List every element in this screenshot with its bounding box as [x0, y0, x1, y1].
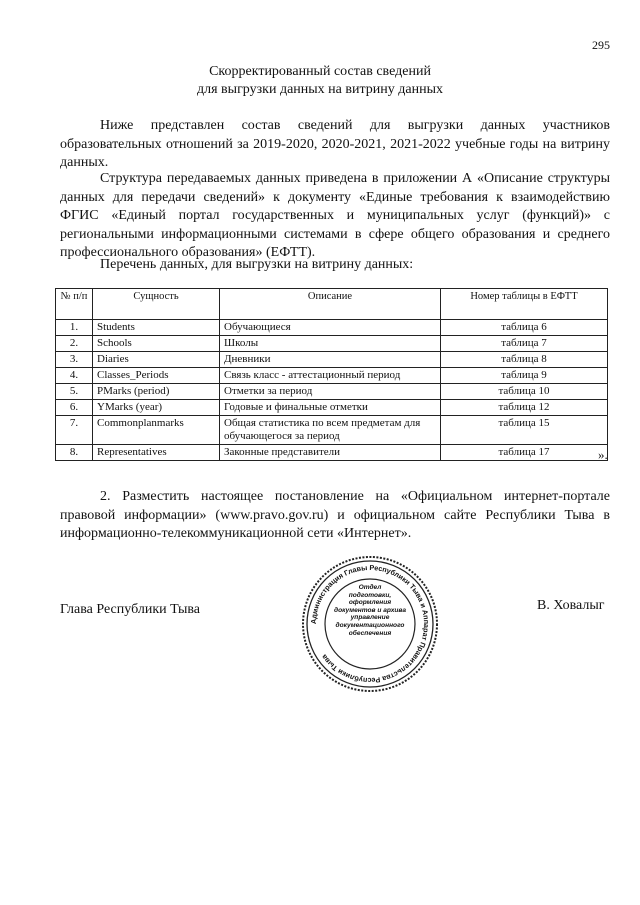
cell-table-number: таблица 17 — [441, 445, 608, 461]
cell-num: 8. — [56, 445, 93, 461]
seal-ring-text: Администрация Главы Республики Тыва и Аппарат Правительства Республики Тыва — [308, 562, 432, 686]
cell-num: 6. — [56, 400, 93, 416]
table-header-row — [56, 289, 608, 320]
header-description: Описание — [220, 289, 441, 320]
publication-paragraph: 2. Разместить настоящее постановление на «Официальном интернет-портале правовой информации» (www.pravo.gov.ru) и официальном сайте Республики Тыва в информационно-телекоммуникационной сети «Интернет». — [60, 489, 610, 541]
header-num: № п/п — [56, 289, 93, 320]
official-seal — [300, 554, 440, 694]
cell-entity: Diaries — [93, 352, 220, 368]
cell-description: Связь класс - аттестационный период — [220, 368, 441, 384]
cell-entity: Schools — [93, 336, 220, 352]
header-table-number: Номер таблицы в ЕФТТ — [441, 289, 608, 320]
cell-table-number: таблица 15 — [441, 416, 608, 445]
data-table — [55, 288, 608, 461]
seal-line: обеспечения — [348, 629, 392, 637]
table-row — [56, 320, 608, 336]
cell-num: 3. — [56, 352, 93, 368]
seal-line: управление — [350, 614, 390, 622]
table-row — [56, 416, 608, 445]
seal-line: Отдел — [358, 584, 382, 591]
table-row — [56, 400, 608, 416]
cell-description: Школы — [220, 336, 441, 352]
cell-entity: Representatives — [93, 445, 220, 461]
signature-title: Глава Республики Тыва — [60, 602, 201, 617]
table-row — [56, 352, 608, 368]
table-row — [56, 336, 608, 352]
cell-table-number: таблица 8 — [441, 352, 608, 368]
document-title-line2: для выгрузки данных на витрину данных — [197, 82, 443, 97]
cell-entity: Classes_Periods — [93, 368, 220, 384]
cell-description: Годовые и финальные отметки — [220, 400, 441, 416]
cell-table-number: таблица 12 — [441, 400, 608, 416]
cell-entity: PMarks (period) — [93, 384, 220, 400]
cell-description: Общая статистика по всем предметам для обучающегося за период — [220, 416, 441, 445]
cell-num: 1. — [56, 320, 93, 336]
cell-table-number: таблица 10 — [441, 384, 608, 400]
cell-table-number: таблица 6 — [441, 320, 608, 336]
cell-description: Отметки за период — [220, 384, 441, 400]
structure-paragraph: Структура передаваемых данных приведена в приложении А «Описание структуры данных для передачи сведений» к документу «Единые требования к взаимодействию ФГИС «Единый портал государственных и муниципальных услуг (функций)» с региональными информационными системами в сфере общего образования и среднего профессионального образования» (ЕФТТ). — [60, 171, 610, 260]
cell-description: Дневники — [220, 352, 441, 368]
cell-num: 7. — [56, 416, 93, 445]
intro-paragraph: Ниже представлен состав сведений для выгрузки данных участников образовательных отношений за 2019-2020, 2020-2021, 2021-2022 учебные годы на витрину данных. — [60, 118, 610, 170]
seal-line: документационного — [335, 621, 405, 629]
seal-line: подготовки, — [348, 591, 392, 599]
table-row — [56, 368, 608, 384]
signature-name: В. Ховалыг — [537, 598, 605, 613]
document-title-line1: Скорректированный состав сведений — [209, 64, 431, 79]
cell-entity: YMarks (year) — [93, 400, 220, 416]
seal-line: документов и архива — [334, 606, 406, 614]
closing-quote: ». — [598, 447, 608, 462]
page-number: 295 — [592, 38, 610, 52]
cell-table-number: таблица 9 — [441, 368, 608, 384]
header-entity: Сущность — [93, 289, 220, 320]
cell-num: 5. — [56, 384, 93, 400]
cell-entity: Commonplanmarks — [93, 416, 220, 445]
table-row — [56, 445, 608, 461]
table-row — [56, 384, 608, 400]
list-heading-paragraph: Перечень данных, для выгрузки на витрину данных: — [100, 257, 414, 272]
cell-description: Обучающиеся — [220, 320, 441, 336]
cell-entity: Students — [93, 320, 220, 336]
cell-num: 4. — [56, 368, 93, 384]
cell-table-number: таблица 7 — [441, 336, 608, 352]
cell-num: 2. — [56, 336, 93, 352]
seal-center-text — [328, 584, 412, 637]
seal-line: оформления — [348, 599, 392, 607]
cell-description: Законные представители — [220, 445, 441, 461]
